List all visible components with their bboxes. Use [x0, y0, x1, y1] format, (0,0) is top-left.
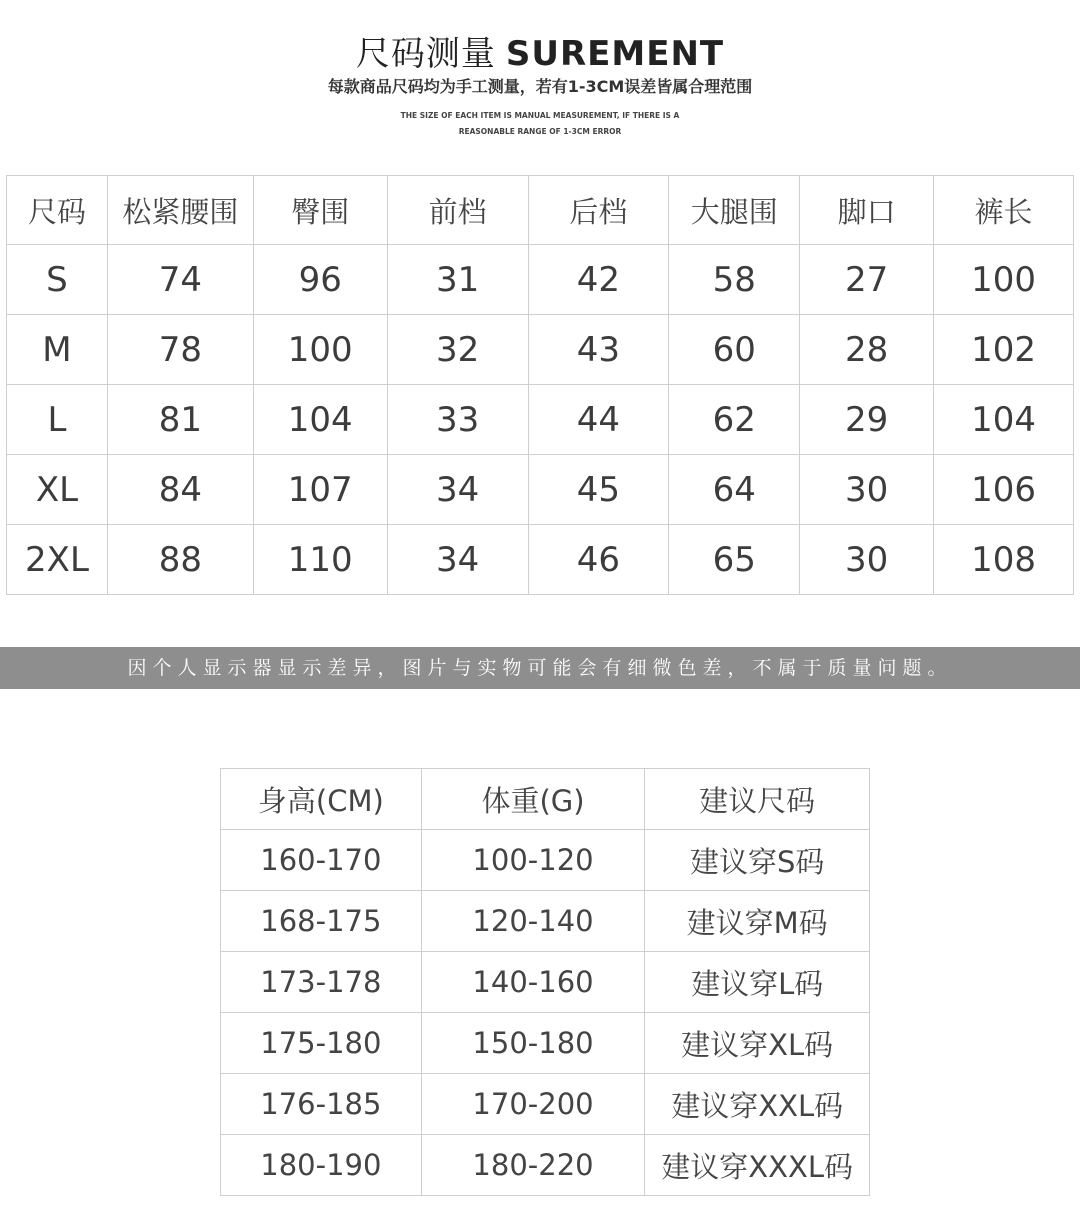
table-row — [7, 525, 1074, 595]
table-cell: 64 — [669, 455, 800, 525]
header-cell: 前档 — [387, 176, 528, 245]
table-cell: 140-160 — [421, 952, 645, 1013]
table-cell: 46 — [528, 525, 669, 595]
table-cell: 100 — [253, 315, 387, 385]
header-cell: 臀围 — [253, 176, 387, 245]
measurement-note — [0, 108, 1080, 140]
subtitle: 每款商品尺码均为手工测量，若有1-3CM误差皆属合理范围 — [327, 77, 753, 96]
table-cell: 32 — [387, 315, 528, 385]
table-cell: S — [7, 245, 108, 315]
header-cell: 体重(G) — [421, 769, 645, 830]
size-recommendation-table — [220, 768, 870, 1196]
table-row — [7, 245, 1074, 315]
table-cell: L — [7, 385, 108, 455]
title-en: SUREMENT — [505, 34, 725, 74]
table-cell: 29 — [800, 385, 934, 455]
table-cell: 建议穿XL码 — [645, 1013, 870, 1074]
header-cell: 松紧腰围 — [107, 176, 253, 245]
table-cell: 106 — [934, 455, 1074, 525]
table-cell: 104 — [253, 385, 387, 455]
table-cell: 88 — [107, 525, 253, 595]
table-cell: 78 — [107, 315, 253, 385]
note-line-2: REASONABLE RANGE OF 1-3CM ERROR — [458, 127, 622, 136]
table-cell: 175-180 — [221, 1013, 422, 1074]
header-cell: 后档 — [528, 176, 669, 245]
table-cell: 120-140 — [421, 891, 645, 952]
table-cell: 96 — [253, 245, 387, 315]
table-cell: 建议穿S码 — [645, 830, 870, 891]
table-cell: 107 — [253, 455, 387, 525]
header-cell: 建议尺码 — [645, 769, 870, 830]
table-cell: 31 — [387, 245, 528, 315]
table-cell: 42 — [528, 245, 669, 315]
table-cell: 34 — [387, 455, 528, 525]
table-row — [7, 455, 1074, 525]
table-cell: 30 — [800, 455, 934, 525]
table-cell: 44 — [528, 385, 669, 455]
color-disclaimer-banner: 因个人显示器显示差异，图片与实物可能会有细微色差，不属于质量问题。 — [0, 647, 1080, 689]
table-cell: 30 — [800, 525, 934, 595]
table-cell: 建议穿L码 — [645, 952, 870, 1013]
table-cell: 84 — [107, 455, 253, 525]
table-row — [221, 891, 870, 952]
table-cell: 33 — [387, 385, 528, 455]
table-cell: 58 — [669, 245, 800, 315]
table-cell: 43 — [528, 315, 669, 385]
table-cell: 28 — [800, 315, 934, 385]
table-row — [221, 952, 870, 1013]
title-cn: 尺码测量 — [355, 34, 496, 74]
table-cell: 45 — [528, 455, 669, 525]
table-cell: 104 — [934, 385, 1074, 455]
table-row — [7, 385, 1074, 455]
table-cell: 102 — [934, 315, 1074, 385]
table-cell: 27 — [800, 245, 934, 315]
table-cell: 100 — [934, 245, 1074, 315]
table-cell: 100-120 — [421, 830, 645, 891]
table-row — [221, 1135, 870, 1196]
table-cell: 173-178 — [221, 952, 422, 1013]
size-table — [6, 175, 1074, 595]
header-cell: 身高(CM) — [221, 769, 422, 830]
note-line-1: THE SIZE OF EACH ITEM IS MANUAL MEASUREMENT, IF THERE IS A — [400, 111, 680, 120]
table-cell: 150-180 — [421, 1013, 645, 1074]
recommend-table-header — [221, 769, 870, 830]
header-cell: 大腿围 — [669, 176, 800, 245]
header-cell: 裤长 — [934, 176, 1074, 245]
table-cell: 81 — [107, 385, 253, 455]
table-row — [221, 830, 870, 891]
table-cell: 160-170 — [221, 830, 422, 891]
table-cell: 108 — [934, 525, 1074, 595]
table-row — [221, 1013, 870, 1074]
table-cell: M — [7, 315, 108, 385]
table-cell: 170-200 — [421, 1074, 645, 1135]
table-cell: 65 — [669, 525, 800, 595]
table-cell: 176-185 — [221, 1074, 422, 1135]
table-row — [221, 1074, 870, 1135]
table-cell: 34 — [387, 525, 528, 595]
table-cell: 建议穿XXXL码 — [645, 1135, 870, 1196]
table-cell: 62 — [669, 385, 800, 455]
table-cell: 110 — [253, 525, 387, 595]
size-table-header — [7, 176, 1074, 245]
header-cell: 尺码 — [7, 176, 108, 245]
table-cell: 180-220 — [421, 1135, 645, 1196]
table-cell: XL — [7, 455, 108, 525]
table-cell: 74 — [107, 245, 253, 315]
table-cell: 180-190 — [221, 1135, 422, 1196]
table-cell: 2XL — [7, 525, 108, 595]
header-cell: 脚口 — [800, 176, 934, 245]
table-cell: 建议穿M码 — [645, 891, 870, 952]
table-cell: 建议穿XXL码 — [645, 1074, 870, 1135]
table-cell: 168-175 — [221, 891, 422, 952]
table-cell: 60 — [669, 315, 800, 385]
page-title — [0, 26, 1080, 75]
table-row — [7, 315, 1074, 385]
